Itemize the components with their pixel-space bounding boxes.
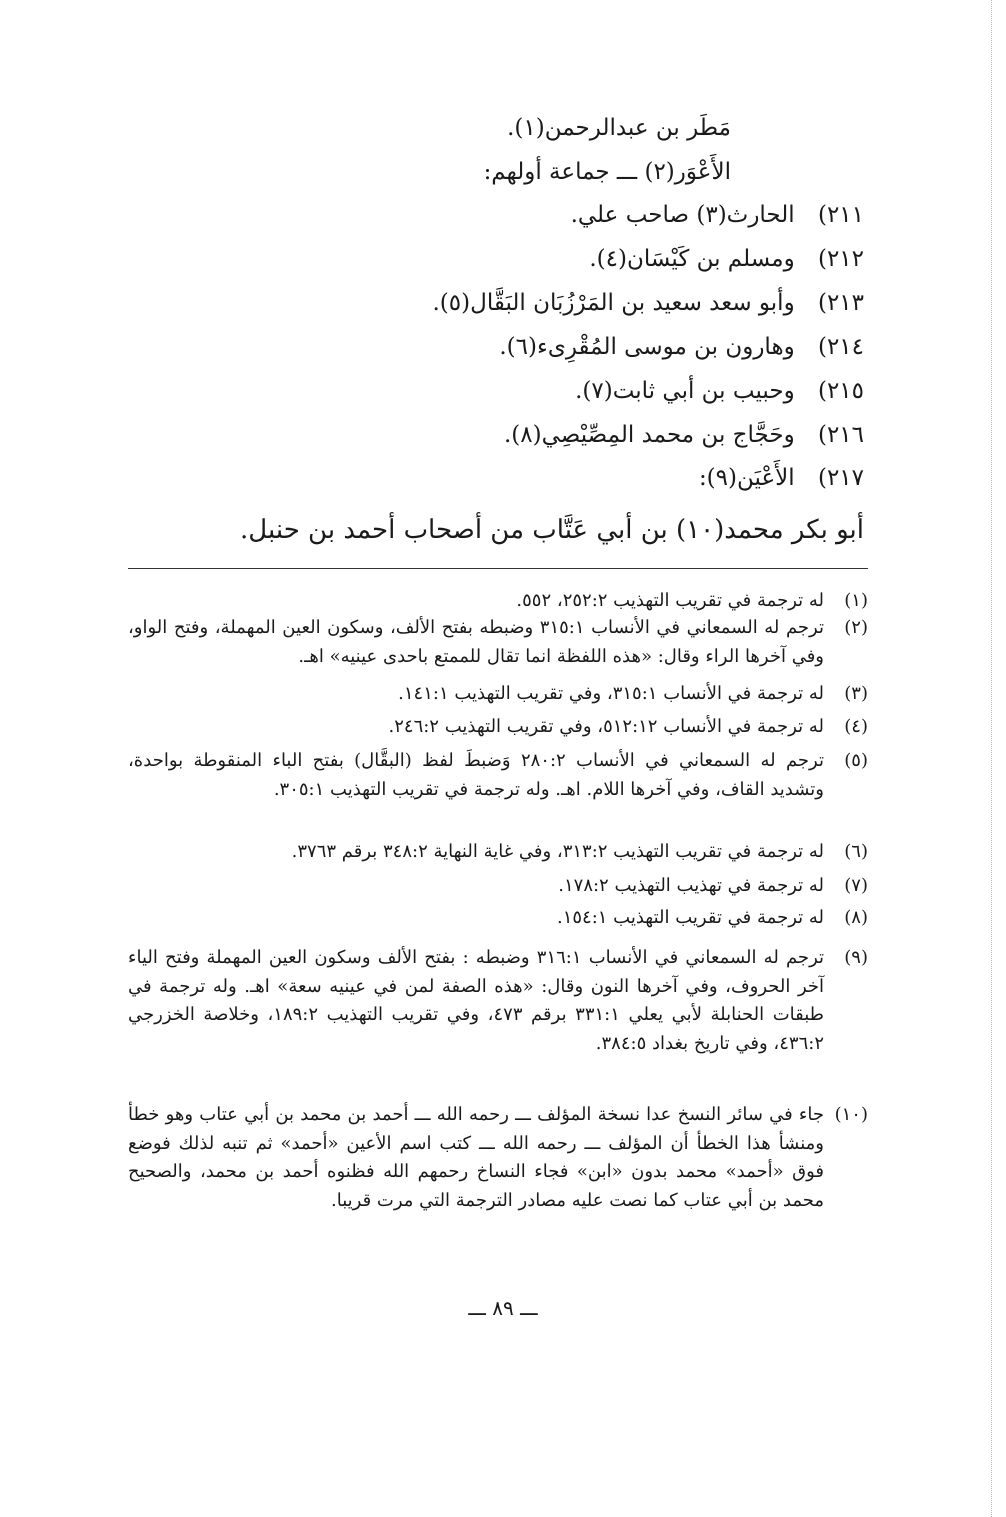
entry-number: ٢١٢)	[817, 246, 864, 272]
entry-number: ٢١١)	[817, 202, 864, 228]
entry-text: الحارث(٣) صاحب علي.	[570, 202, 795, 228]
footnote-4	[128, 713, 868, 742]
footnote-text: جاء في سائر النسخ عدا نسخة المؤلف ـــ رحمه الله ـــ أحمد بن محمد بن أبي عتاب وهو خطأ ومنشأ هذا الخطأ أن المؤلف ـــ رحمه الله ـــ كتب اسم الأعين «أحمد» ثم تنبه لذلك فوضع فوق «أحمد» محمد بدون «ابن» فجاء النساخ رحمهم الله فظنوه أحمد بن محمد، والصحيح محمد بن أبي عتاب كما نصت عليه مصادر الترجمة التي مرت قريبا.	[128, 1104, 824, 1211]
page-number: ـــ ٨٩ ـــ	[468, 1296, 538, 1320]
entry-215	[575, 380, 864, 403]
closing-line: أبو بكر محمد(١٠) بن أبي عَتَّاب من أصحاب أحمد بن حنبل.	[240, 515, 864, 545]
footnote-text: له ترجمة في تقريب التهذيب ١٥٤:١.	[556, 907, 824, 928]
footnote-9	[128, 944, 868, 1058]
entry-number: ٢١٤)	[817, 334, 864, 360]
footnote-text: ترجم له السمعاني في الأنساب ٣١٦:١ وضبطه : بفتح الألف وسكون العين المهملة وفتح الياء آخر الحروف، وفي آخرها النون وقال: «هذه الصفة لمن في عينيه سعة» اهـ. وله ترجمة في طبقات الحنابلة لأبي يعلي ٣٣١:١ برقم ٤٧٣، وفي تقريب التهذيب ١٨٩:٢، وخلاصة الخزرجي ٤٣٦:٢، وفي تاريخ بغداد ٣٨٤:٥.	[128, 947, 825, 1054]
footnote-text: ترجم له السمعاني في الأنساب ٣١٥:١ وضبطه بفتح الألف، وسكون العين المهملة، وفتح الواو، وفي آخرها الراء وقال: «هذه اللفظة انما تقال للممتع باحدى عينيه» اهـ.	[128, 617, 824, 667]
entry-211	[571, 204, 864, 227]
footnote-3	[128, 680, 868, 709]
entry-text: وأبو سعد سعيد بن المَرْزُبَان البَقَّال(٥).	[432, 290, 795, 316]
entry-number: ٢١٣)	[817, 290, 864, 316]
footnote-8	[128, 904, 868, 933]
main-line-1: مَطَر بن عبدالرحمن(١).	[507, 115, 731, 141]
footnote-number: (٧)	[844, 875, 868, 896]
footnote-number: (٢)	[844, 617, 868, 638]
entry-text: الأَعْيَن(٩):	[698, 465, 795, 491]
footnote-number: (٣)	[844, 683, 868, 704]
entry-text: ومسلم بن كَيْسَان(٤).	[589, 246, 795, 272]
footnote-text: له ترجمة في الأنساب ٥١٢:١٢، وفي تقريب التهذيب ٢٤٦:٢.	[388, 716, 824, 737]
footnote-1	[128, 587, 868, 616]
footnote-text: له ترجمة في تقريب التهذيب ٢٥٢:٢، ٥٥٢.	[516, 590, 824, 611]
main-line-2: الأَعْوَر(٢) ـــ جماعة أولهم:	[483, 159, 731, 185]
footnote-text: له ترجمة في تهذيب التهذيب ١٧٨:٢.	[558, 875, 824, 896]
entry-text: وحَجَّاج بن محمد المِصِّيْصِي(٨).	[503, 422, 795, 448]
entry-214	[499, 336, 864, 359]
footnote-number: (١٠)	[834, 1104, 868, 1125]
footnote-2	[128, 614, 868, 671]
footnote-text: ترجم له السمعاني في الأنساب ٢٨٠:٢ وَضبطَ لفظ (البقَّال) بفتح الباء المنقوطة بواحدة، وتشديد القاف، وفي آخرها اللام. اهـ. وله ترجمة في تقريب التهذيب ٣٠٥:١.	[128, 750, 824, 800]
footnote-7	[128, 872, 868, 901]
footnote-number: (٩)	[844, 947, 868, 968]
entry-217	[699, 467, 864, 490]
footnote-6	[128, 838, 868, 867]
entry-text: وحبيب بن أبي ثابت(٧).	[575, 378, 795, 404]
entry-213	[433, 292, 865, 315]
footnote-text: له ترجمة في تقريب التهذيب ٣١٣:٢، وفي غاية النهاية ٣٤٨:٢ برقم ٣٧٦٣.	[291, 841, 824, 862]
footnote-separator	[128, 568, 868, 569]
footnote-number: (٦)	[844, 841, 868, 862]
footnote-number: (١)	[844, 590, 868, 611]
footnote-number: (٥)	[844, 750, 868, 771]
entry-number: ٢١٧)	[817, 465, 864, 491]
footnote-text: له ترجمة في الأنساب ٣١٥:١، وفي تقريب التهذيب ١٤١:١.	[398, 683, 824, 704]
footnote-number: (٤)	[844, 716, 868, 737]
entry-number: ٢١٥)	[817, 378, 864, 404]
binding-dotted-line	[991, 0, 992, 1517]
footnote-10	[128, 1101, 868, 1215]
entry-number: ٢١٦)	[817, 422, 864, 448]
entry-216	[504, 424, 864, 447]
footnote-5	[128, 747, 868, 804]
entry-text: وهارون بن موسى المُقْرِىء(٦).	[499, 334, 795, 360]
footnote-number: (٨)	[844, 907, 868, 928]
entry-212	[589, 248, 864, 271]
